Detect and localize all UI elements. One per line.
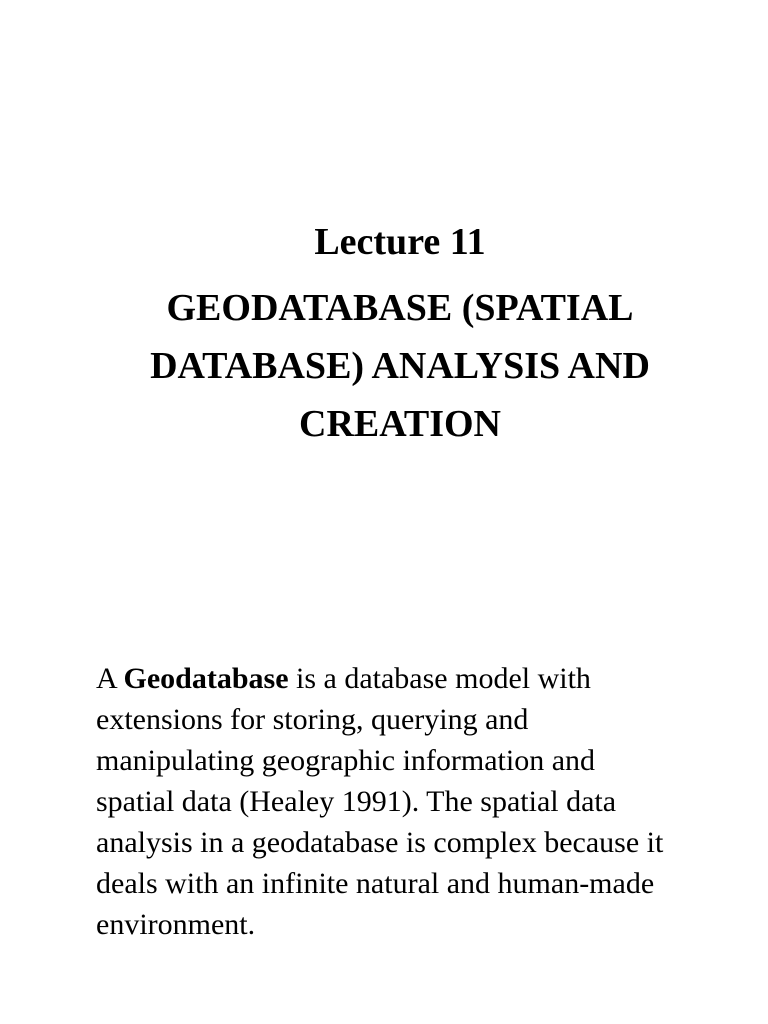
intro-paragraph bbox=[96, 658, 756, 945]
intro-line: deals with an infinite natural and human-made bbox=[96, 867, 655, 900]
intro-article: A bbox=[96, 662, 117, 695]
intro-line: environment. bbox=[96, 908, 256, 941]
lecture-title bbox=[0, 279, 768, 453]
lecture-title-line: GEODATABASE (SPATIAL bbox=[166, 287, 634, 329]
geodatabase-term: Geodatabase bbox=[123, 662, 289, 695]
intro-line bbox=[96, 658, 756, 699]
lecture-number-heading: Lecture 11 bbox=[314, 221, 486, 263]
lecture-title-line: CREATION bbox=[299, 403, 501, 445]
intro-line: extensions for storing, querying and bbox=[96, 703, 529, 736]
intro-line: analysis in a geodatabase is complex because it bbox=[96, 826, 664, 859]
intro-first-line-rest: is a database model with bbox=[296, 662, 591, 695]
lecture-title-line: DATABASE) ANALYSIS AND bbox=[150, 345, 650, 387]
intro-line: spatial data (Healey 1991). The spatial data bbox=[96, 785, 617, 818]
intro-line: manipulating geographic information and bbox=[96, 744, 596, 777]
